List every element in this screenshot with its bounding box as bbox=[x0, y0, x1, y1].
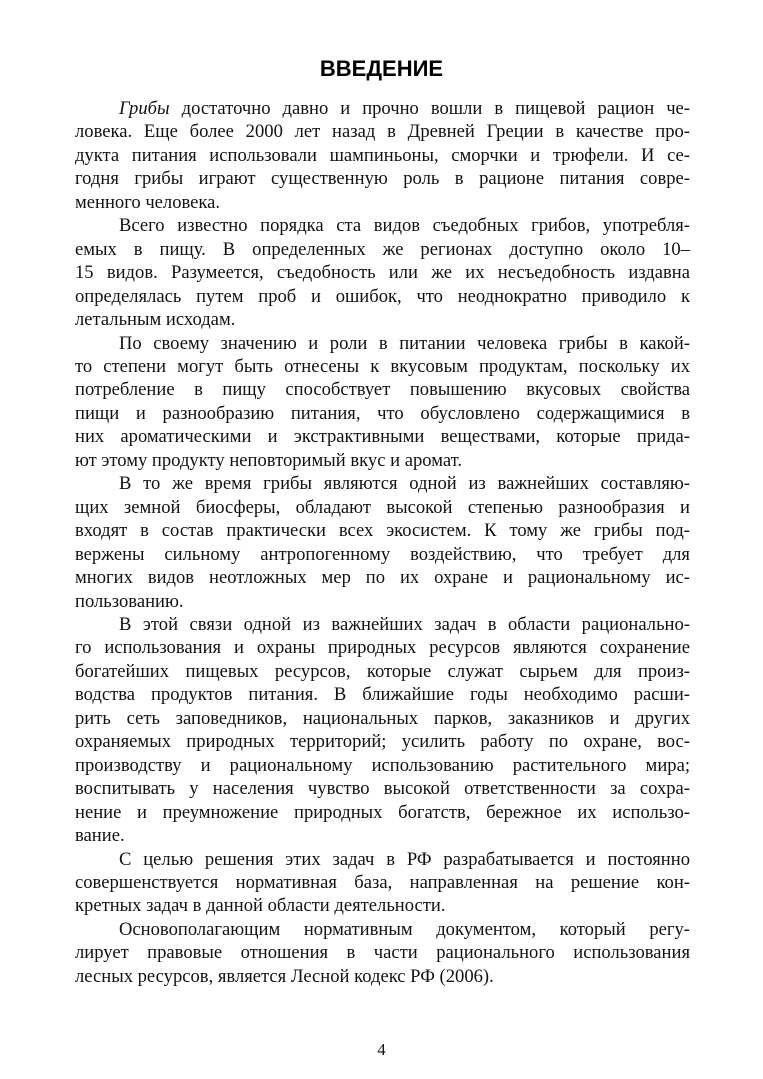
line-text: производству и рациональному использованию растительного мира; bbox=[75, 754, 690, 776]
line-text: кретных задач в данной области деятельности. bbox=[75, 895, 446, 917]
line-text: менного человека. bbox=[75, 191, 221, 213]
line-text: них ароматическими и экстрактивными веществами, которые прида- bbox=[75, 426, 690, 448]
line-text: пищи и разнообразию питания, что обусловлено содержащимися в bbox=[75, 402, 690, 424]
line-text: годня грибы играют существенную роль в рационе питания совре- bbox=[75, 168, 690, 190]
line-text: входят в состав практически всех экосистем. К тому же грибы под- bbox=[75, 520, 690, 542]
text-line bbox=[75, 191, 690, 214]
text-line bbox=[75, 355, 690, 378]
text-line bbox=[75, 402, 690, 425]
text-line bbox=[75, 941, 690, 964]
line-text: С целью решения этих задач в РФ разрабатывается и постоянно bbox=[119, 848, 690, 870]
line-text: совершенствуется нормативная база, направленная на решение кон- bbox=[75, 871, 690, 893]
line-text: вержены сильному антропогенному воздействию, что требует для bbox=[75, 543, 690, 565]
text-line bbox=[75, 613, 690, 636]
line-text: 15 видов. Разумеется, съедобность или же их несъедобность издавна bbox=[75, 262, 690, 284]
line-text: емых в пищу. В определенных же регионах доступно около 10– bbox=[75, 238, 690, 260]
text-line bbox=[75, 801, 690, 824]
text-line bbox=[75, 683, 690, 706]
line-text: водства продуктов питания. В ближайшие годы необходимо расши- bbox=[75, 684, 690, 706]
line-text: воспитывать у населения чувство высокой ответственности за сохра- bbox=[75, 778, 690, 800]
line-text: летальным исходам. bbox=[75, 309, 236, 331]
text-line bbox=[75, 472, 690, 495]
line-text: дукта питания использовали шампиньоны, сморчки и трюфели. И се- bbox=[75, 144, 690, 166]
paragraph bbox=[75, 918, 690, 988]
page-title: ВВЕДЕНИЕ bbox=[319, 56, 444, 81]
line-text: В этой связи одной из важнейших задач в области рационально- bbox=[119, 613, 690, 635]
italic-term: Грибы bbox=[119, 98, 170, 119]
paragraph bbox=[75, 214, 690, 331]
paragraph bbox=[75, 472, 690, 613]
text-line bbox=[75, 378, 690, 401]
line-text: ют этому продукту неповторимый вкус и аромат. bbox=[75, 449, 462, 471]
line-text: лирует правовые отношения в части рационального использования bbox=[75, 942, 690, 964]
text-line bbox=[75, 332, 690, 355]
text-line bbox=[75, 824, 690, 847]
line-text: Всего известно порядка ста видов съедобных грибов, употребля- bbox=[119, 215, 690, 237]
text-line bbox=[75, 144, 690, 167]
line-text: ловека. Еще более 2000 лет назад в Древней Греции в качестве про- bbox=[75, 121, 690, 143]
line-text: пользованию. bbox=[75, 590, 184, 612]
text-line bbox=[75, 308, 690, 331]
line-text: многих видов неотложных мер по их охране и рациональному ис- bbox=[75, 567, 690, 589]
text-line bbox=[75, 660, 690, 683]
line-text: нение и преумножение природных богатств, бережное их использо- bbox=[75, 801, 690, 823]
line-text: В то же время грибы являются одной из важнейших составляю- bbox=[119, 473, 690, 495]
text-line bbox=[75, 120, 690, 143]
line-text: го использования и охраны природных ресурсов являются сохранение bbox=[75, 637, 690, 659]
line-text: лесных ресурсов, является Лесной кодекс РФ (2006). bbox=[75, 965, 494, 987]
line-text: потребление в пищу способствует повышению вкусовых свойства bbox=[75, 379, 690, 401]
text-line bbox=[75, 285, 690, 308]
line-text: достаточно давно и прочно вошли в пищевой рацион че- bbox=[169, 98, 690, 119]
text-line bbox=[75, 238, 690, 261]
text-line bbox=[75, 167, 690, 190]
body-text bbox=[75, 97, 690, 988]
text-line bbox=[75, 425, 690, 448]
text-line bbox=[75, 871, 690, 894]
paragraph bbox=[75, 97, 690, 214]
text-line bbox=[75, 777, 690, 800]
text-line bbox=[75, 754, 690, 777]
paragraph bbox=[75, 848, 690, 918]
line-text: охраняемых природных территорий; усилить работу по охране, вос- bbox=[75, 731, 690, 753]
text-line bbox=[75, 519, 690, 542]
line-text: щих земной биосферы, обладают высокой степенью разнообразия и bbox=[75, 496, 690, 518]
text-line bbox=[75, 918, 690, 941]
line-text: По своему значению и роли в питании человека грибы в какой- bbox=[119, 332, 690, 354]
line-text: богатейших пищевых ресурсов, которые служат сырьем для произ- bbox=[75, 660, 690, 682]
text-line bbox=[75, 97, 690, 120]
text-line bbox=[75, 590, 690, 613]
line-text: Основополагающим нормативным документом, который регу- bbox=[119, 918, 690, 940]
text-line bbox=[75, 449, 690, 472]
paragraph bbox=[75, 332, 690, 473]
text-line bbox=[75, 496, 690, 519]
page-number: 4 bbox=[377, 1040, 386, 1059]
text-line bbox=[75, 636, 690, 659]
text-line bbox=[75, 543, 690, 566]
text-line bbox=[75, 730, 690, 753]
text-line bbox=[75, 214, 690, 237]
line-text: то степени могут быть отнесены к вкусовым продуктам, поскольку их bbox=[75, 355, 690, 377]
text-line bbox=[75, 848, 690, 871]
text-line bbox=[75, 894, 690, 917]
text-line bbox=[75, 261, 690, 284]
text-line bbox=[75, 566, 690, 589]
text-line bbox=[75, 965, 690, 988]
paragraph bbox=[75, 613, 690, 848]
line-text: определялась путем проб и ошибок, что неоднократно приводило к bbox=[75, 285, 690, 307]
text-line bbox=[75, 707, 690, 730]
line-text: вание. bbox=[75, 825, 125, 847]
line-text: рить сеть заповедников, национальных парков, заказников и других bbox=[75, 707, 690, 729]
